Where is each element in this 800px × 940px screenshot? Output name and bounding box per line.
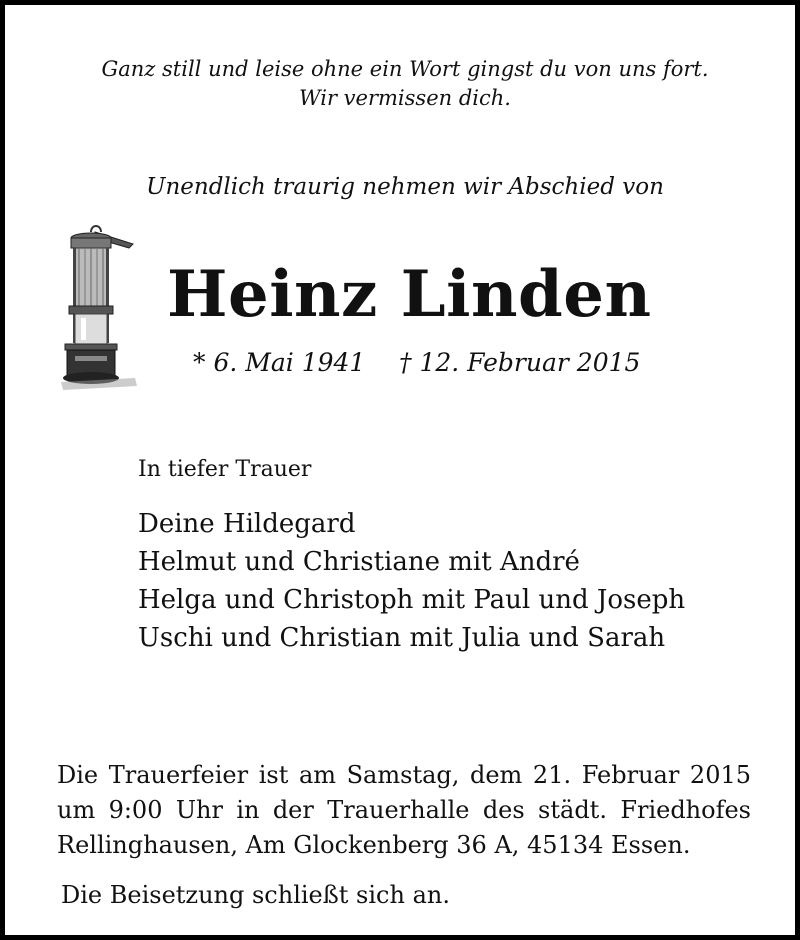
intro-text: Unendlich traurig nehmen wir Abschied von: [146, 174, 664, 200]
mourner-name: Uschi und Christian mit Julia und Sarah: [138, 623, 666, 653]
verse-line-1: Ganz still und leise ohne ein Wort gingst du von uns fort.: [101, 57, 709, 81]
ceremony-line: Rellinghausen, Am Glockenberg 36 A, 45134 Essen.: [57, 831, 691, 859]
funeral-service-details: [57, 758, 751, 863]
ceremony-line: Die Trauerfeier ist am Samstag, dem 21. Februar 2015: [57, 761, 751, 789]
deceased-name: Heinz Linden: [167, 257, 652, 332]
verse-line-2: Wir vermissen dich.: [299, 86, 511, 110]
mourner-name: Helga und Christoph mit Paul und Joseph: [138, 585, 686, 615]
verse: [5, 55, 800, 113]
mourners-list: [138, 505, 685, 657]
death-date: † 12. Februar 2015: [399, 348, 641, 377]
mourners-heading: In tiefer Trauer: [138, 457, 312, 482]
ceremony-line: um 9:00 Uhr in der Trauerhalle des städt. Friedhofes: [57, 796, 751, 824]
mourner-name: Deine Hildegard: [138, 509, 356, 539]
mourner-name: Helmut und Christiane mit André: [138, 547, 580, 577]
burial-note: Die Beisetzung schließt sich an.: [61, 881, 450, 909]
birth-date: * 6. Mai 1941: [193, 348, 366, 377]
miners-safety-lamp-icon: [55, 218, 139, 393]
